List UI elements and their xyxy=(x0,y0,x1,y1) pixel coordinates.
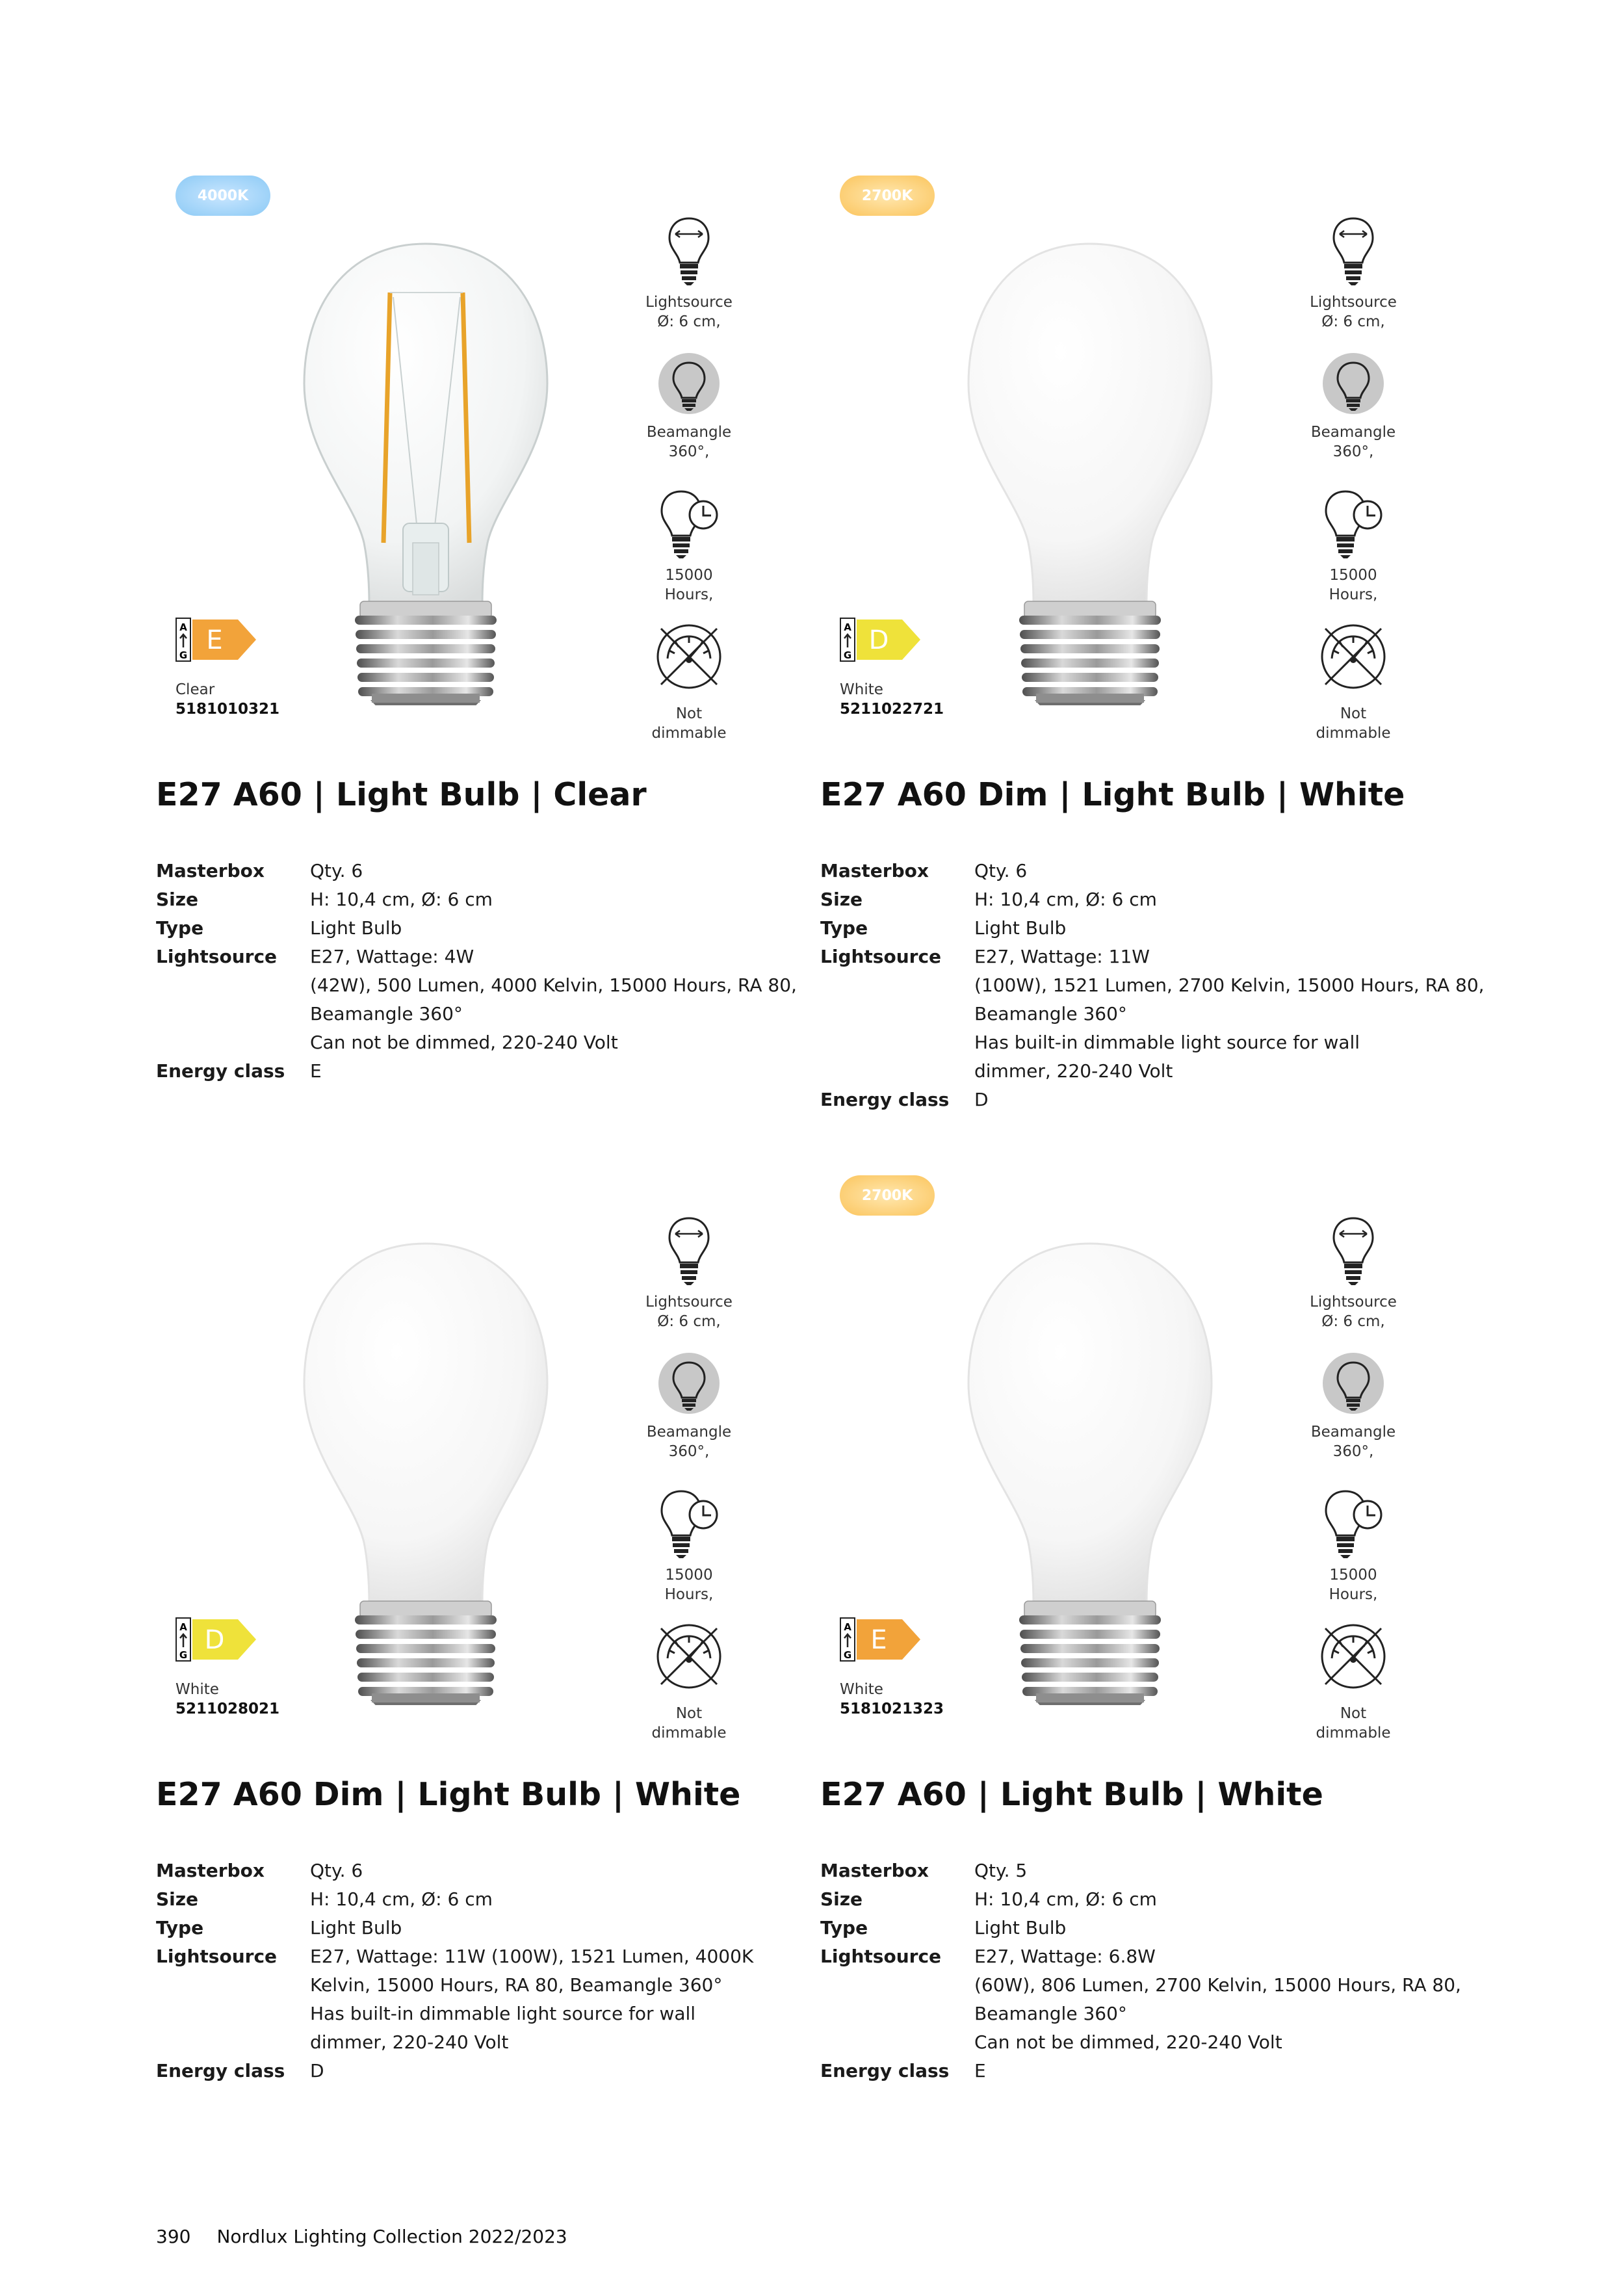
beamangle-icon xyxy=(640,351,738,419)
finish-label: White xyxy=(175,1681,219,1698)
product-card xyxy=(156,1175,812,2118)
spec-row xyxy=(156,1885,812,1914)
page-number: 390 xyxy=(156,2226,191,2247)
feature-label: Beamangle xyxy=(646,1424,732,1441)
spec-value xyxy=(974,2057,1477,2085)
feature-value: 360°, xyxy=(668,443,710,460)
feature-item xyxy=(640,1621,738,1743)
spec-value xyxy=(310,1057,812,1086)
spec-value xyxy=(974,885,1477,914)
spec-value-line: H: 10,4 cm, Ø: 6 cm xyxy=(974,1888,1157,1910)
color-temperature-badge: 4000K xyxy=(175,176,270,216)
feature-item xyxy=(640,1351,738,1461)
spec-key: Type xyxy=(820,1917,868,1938)
not-dimmable-icon xyxy=(1305,1621,1402,1695)
energy-label-badge xyxy=(175,618,257,662)
feature-label: Beamangle xyxy=(1310,424,1396,441)
spec-row xyxy=(156,1857,812,1885)
svg-text:D: D xyxy=(204,1625,225,1655)
spec-row xyxy=(820,885,1477,914)
finish-label: White xyxy=(840,681,883,698)
energy-label-badge xyxy=(175,1617,257,1662)
spec-row xyxy=(156,943,812,1057)
product-code: 5181010321 xyxy=(175,701,280,718)
spec-value xyxy=(310,2057,812,2085)
spec-table xyxy=(820,857,1485,1114)
feature-item xyxy=(640,351,738,462)
spec-value-line: Light Bulb xyxy=(310,917,402,939)
svg-text:G: G xyxy=(843,649,852,661)
feature-label: Not dimmable xyxy=(651,1705,727,1742)
feature-item xyxy=(640,1214,738,1331)
feature-label: 15000 xyxy=(1329,567,1377,584)
feature-label: Beamangle xyxy=(1310,1424,1396,1441)
lightsource-diameter-icon xyxy=(640,215,738,289)
spec-value-line: D xyxy=(310,2060,324,2081)
feature-item xyxy=(1305,351,1402,462)
spec-row xyxy=(156,1057,812,1086)
feature-value: 360°, xyxy=(1332,1443,1374,1460)
lightsource-diameter-icon xyxy=(1305,1214,1402,1288)
spec-value-line: H: 10,4 cm, Ø: 6 cm xyxy=(974,889,1157,910)
spec-value xyxy=(310,914,812,943)
feature-value: Ø: 6 cm, xyxy=(1321,1313,1385,1330)
spec-value-line: Has built-in dimmable light source for wall xyxy=(310,2003,696,2024)
product-card xyxy=(820,1175,1477,2118)
spec-row xyxy=(820,914,1477,943)
spec-value-line: E27, Wattage: 6.8W xyxy=(974,1946,1156,1967)
spec-key: Size xyxy=(820,889,863,910)
spec-key: Energy class xyxy=(820,1089,950,1110)
spec-key: Energy class xyxy=(156,2060,285,2081)
feature-item xyxy=(1305,1351,1402,1461)
lifetime-hours-icon xyxy=(1305,488,1402,562)
spec-value-line: Qty. 6 xyxy=(310,860,363,881)
spec-value xyxy=(974,1086,1477,1114)
feature-value: Hours, xyxy=(664,1586,714,1603)
spec-row xyxy=(820,943,1485,1086)
product-title: E27 A60 | Light Bulb | Clear xyxy=(156,776,647,813)
spec-row xyxy=(820,1914,1477,1942)
spec-value-line: E xyxy=(310,1060,322,1082)
svg-text:A: A xyxy=(179,621,187,633)
svg-text:D: D xyxy=(868,625,889,655)
beamangle-icon xyxy=(1305,1351,1402,1418)
feature-item xyxy=(1305,215,1402,332)
energy-label-badge xyxy=(840,1617,922,1662)
feature-value: Ø: 6 cm, xyxy=(657,1313,721,1330)
spec-value-line: Beamangle 360° xyxy=(310,1003,463,1024)
feature-label: Lightsource xyxy=(1310,294,1397,311)
spec-value-line: Beamangle 360° xyxy=(974,1003,1127,1024)
spec-value xyxy=(974,857,1477,885)
spec-table xyxy=(156,1857,812,2085)
product-title: E27 A60 Dim | Light Bulb | White xyxy=(820,776,1405,813)
spec-row xyxy=(156,1942,812,2057)
spec-row xyxy=(820,1942,1477,2057)
feature-item xyxy=(1305,1487,1402,1604)
svg-text:A: A xyxy=(844,621,851,633)
spec-value-line: E27, Wattage: 4W xyxy=(310,946,474,967)
spec-value-line: E xyxy=(974,2060,986,2081)
not-dimmable-icon xyxy=(1305,621,1402,695)
spec-value-line: Light Bulb xyxy=(974,1917,1067,1938)
feature-item xyxy=(640,488,738,605)
color-temperature-badge: 2700K xyxy=(840,1175,935,1216)
feature-item xyxy=(1305,488,1402,605)
product-title: E27 A60 | Light Bulb | White xyxy=(820,1776,1323,1813)
spec-value-line: (42W), 500 Lumen, 4000 Kelvin, 15000 Hours, RA 80, xyxy=(310,974,797,996)
product-code: 5211028021 xyxy=(175,1701,280,1717)
svg-text:E: E xyxy=(870,1625,887,1655)
finish-label: White xyxy=(840,1681,883,1698)
product-title: E27 A60 Dim | Light Bulb | White xyxy=(156,1776,741,1813)
spec-row xyxy=(156,857,812,885)
spec-value xyxy=(974,1857,1477,1885)
spec-key: Type xyxy=(820,917,868,939)
spec-row xyxy=(156,2057,812,2085)
product-image xyxy=(292,237,559,705)
spec-value xyxy=(310,943,812,1057)
spec-value xyxy=(974,1942,1477,2057)
beamangle-icon xyxy=(640,1351,738,1418)
spec-value xyxy=(974,943,1485,1086)
spec-row xyxy=(156,1914,812,1942)
spec-key: Lightsource xyxy=(156,1946,278,1967)
spec-value xyxy=(974,1914,1477,1942)
feature-label: Lightsource xyxy=(645,1294,733,1311)
finish-label: Clear xyxy=(175,681,215,698)
spec-key: Size xyxy=(156,889,199,910)
feature-label: Beamangle xyxy=(646,424,732,441)
product-image xyxy=(292,1237,559,1705)
lightsource-diameter-icon xyxy=(1305,215,1402,289)
feature-label: Lightsource xyxy=(645,294,733,311)
feature-item xyxy=(1305,621,1402,743)
spec-value-line: Beamangle 360° xyxy=(974,2003,1127,2024)
feature-value: Hours, xyxy=(1329,1586,1378,1603)
feature-label: Lightsource xyxy=(1310,1294,1397,1311)
svg-text:G: G xyxy=(179,1649,188,1661)
spec-key: Lightsource xyxy=(820,946,942,967)
feature-item xyxy=(1305,1214,1402,1331)
publication-title: Nordlux Lighting Collection 2022/2023 xyxy=(216,2226,567,2247)
feature-value: Hours, xyxy=(1329,586,1378,603)
svg-text:G: G xyxy=(843,1649,852,1661)
product-image xyxy=(957,1237,1223,1705)
feature-label: 15000 xyxy=(665,1567,713,1584)
spec-value xyxy=(310,1942,812,2057)
spec-row xyxy=(156,885,812,914)
product-code: 5211022721 xyxy=(840,701,944,718)
page-footer xyxy=(156,2226,593,2247)
spec-row xyxy=(820,1086,1477,1114)
product-image xyxy=(957,237,1223,705)
spec-value xyxy=(310,1857,812,1885)
feature-value: Ø: 6 cm, xyxy=(657,313,721,330)
feature-item xyxy=(640,621,738,743)
spec-value-line: Qty. 5 xyxy=(974,1860,1028,1881)
spec-value-line: H: 10,4 cm, Ø: 6 cm xyxy=(310,1888,493,1910)
spec-value xyxy=(310,885,812,914)
spec-table xyxy=(820,1857,1477,2085)
spec-key: Masterbox xyxy=(156,860,265,881)
spec-value-line: Kelvin, 15000 Hours, RA 80, Beamangle 360° xyxy=(310,1974,723,1996)
energy-label-badge xyxy=(840,618,922,662)
spec-value-line: Light Bulb xyxy=(974,917,1067,939)
spec-row xyxy=(820,2057,1477,2085)
spec-row xyxy=(820,857,1477,885)
spec-value-line: (60W), 806 Lumen, 2700 Kelvin, 15000 Hours, RA 80, xyxy=(974,1974,1461,1996)
lifetime-hours-icon xyxy=(640,488,738,562)
spec-key: Size xyxy=(820,1888,863,1910)
spec-row xyxy=(820,1857,1477,1885)
beamangle-icon xyxy=(1305,351,1402,419)
spec-value-line: (100W), 1521 Lumen, 2700 Kelvin, 15000 Hours, RA 80, xyxy=(974,974,1485,996)
spec-key: Energy class xyxy=(820,2060,950,2081)
feature-value: 360°, xyxy=(668,1443,710,1460)
product-card xyxy=(820,176,1485,1118)
spec-key: Type xyxy=(156,917,204,939)
svg-text:G: G xyxy=(179,649,188,661)
spec-value-line: Has built-in dimmable light source for wall xyxy=(974,1032,1360,1053)
feature-label: 15000 xyxy=(1329,1567,1377,1584)
spec-value-line: H: 10,4 cm, Ø: 6 cm xyxy=(310,889,493,910)
spec-row xyxy=(156,914,812,943)
not-dimmable-icon xyxy=(640,1621,738,1695)
spec-value-line: dimmer, 220-240 Volt xyxy=(974,1060,1173,1082)
color-temperature-badge: 2700K xyxy=(840,176,935,216)
lifetime-hours-icon xyxy=(640,1487,738,1561)
feature-label: Not dimmable xyxy=(1316,1705,1391,1742)
product-code: 5181021323 xyxy=(840,1701,944,1717)
feature-label: Not dimmable xyxy=(1316,705,1391,742)
svg-text:A: A xyxy=(179,1621,187,1633)
spec-table xyxy=(156,857,812,1086)
product-card xyxy=(156,176,812,1118)
not-dimmable-icon xyxy=(640,621,738,695)
spec-value-line: Can not be dimmed, 220-240 Volt xyxy=(310,1032,618,1053)
feature-item xyxy=(1305,1621,1402,1743)
feature-value: Ø: 6 cm, xyxy=(1321,313,1385,330)
lifetime-hours-icon xyxy=(1305,1487,1402,1561)
spec-value-line: D xyxy=(974,1089,989,1110)
feature-item xyxy=(640,1487,738,1604)
feature-value: Hours, xyxy=(664,586,714,603)
svg-text:A: A xyxy=(844,1621,851,1633)
spec-value xyxy=(310,857,812,885)
spec-key: Lightsource xyxy=(820,1946,942,1967)
spec-key: Lightsource xyxy=(156,946,278,967)
feature-value: 360°, xyxy=(1332,443,1374,460)
spec-value-line: Qty. 6 xyxy=(974,860,1028,881)
feature-label: 15000 xyxy=(665,567,713,584)
spec-value-line: Light Bulb xyxy=(310,1917,402,1938)
spec-value xyxy=(310,1885,812,1914)
spec-value-line: E27, Wattage: 11W xyxy=(974,946,1150,967)
spec-key: Masterbox xyxy=(820,1860,929,1881)
spec-value-line: E27, Wattage: 11W (100W), 1521 Lumen, 4000K xyxy=(310,1946,754,1967)
feature-label: Not dimmable xyxy=(651,705,727,742)
spec-key: Type xyxy=(156,1917,204,1938)
spec-key: Size xyxy=(156,1888,199,1910)
spec-value xyxy=(974,914,1477,943)
svg-text:E: E xyxy=(206,625,223,655)
spec-key: Masterbox xyxy=(820,860,929,881)
spec-key: Masterbox xyxy=(156,1860,265,1881)
spec-value xyxy=(310,1914,812,1942)
spec-value-line: dimmer, 220-240 Volt xyxy=(310,2031,509,2053)
spec-key: Energy class xyxy=(156,1060,285,1082)
feature-item xyxy=(640,215,738,332)
spec-value xyxy=(974,1885,1477,1914)
spec-row xyxy=(820,1885,1477,1914)
lightsource-diameter-icon xyxy=(640,1214,738,1288)
spec-value-line: Qty. 6 xyxy=(310,1860,363,1881)
spec-value-line: Can not be dimmed, 220-240 Volt xyxy=(974,2031,1282,2053)
